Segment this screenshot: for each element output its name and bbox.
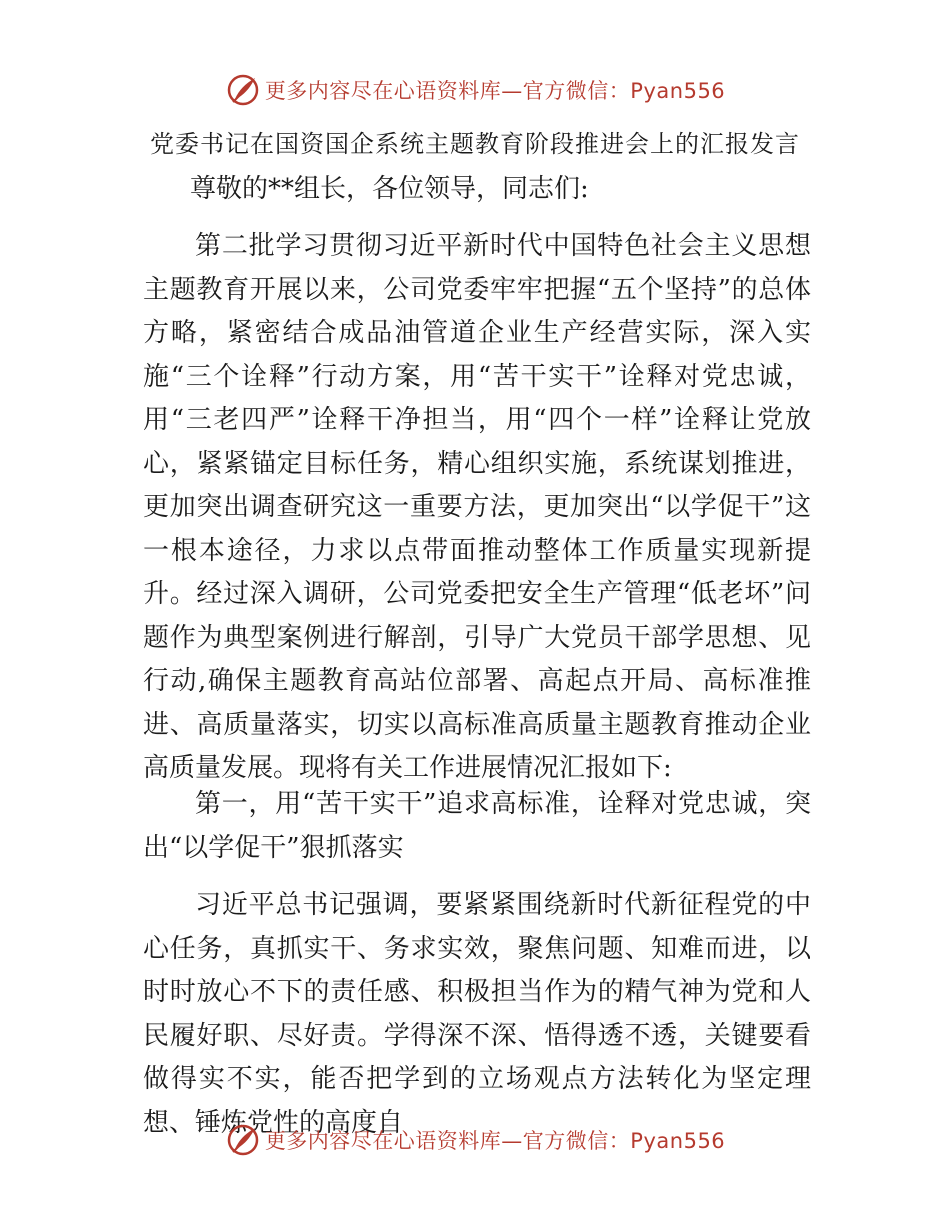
watermark-text: 更多内容尽在心语资料库—官方微信：Pyan556 xyxy=(264,79,726,103)
watermark-text: 更多内容尽在心语资料库—官方微信：Pyan556 xyxy=(264,1129,726,1153)
document-title: 党委书记在国资国企系统主题教育阶段推进会上的汇报发言 xyxy=(150,130,800,158)
section-heading-1: 第一，用“苦干实干”追求高标准，诠释对党忠诚，突出“以学促干”狠抓落实 xyxy=(143,789,811,863)
salutation: 尊敬的**组长，各位领导，同志们: xyxy=(190,174,589,204)
quill-logo-icon xyxy=(225,72,261,108)
quill-logo-icon xyxy=(225,1122,261,1158)
watermark-banner-bottom xyxy=(0,1122,950,1158)
paragraph-intro: 第二批学习贯彻习近平新时代中国特色社会主义思想主题教育开展以来，公司党委牢牢把握“五个坚持”的总体方略，紧密结合成品油管道企业生产经营实际，深入实施“三个诠释”行动方案，用“苦干实干”诠释对党忠诚，用“三老四严”诠释干净担当，用“四个一样”诠释让党放心，紧紧锚定目标任务，精心组织实施，系统谋划推进，更加突出调查研究这一重要方法，更加突出“以学促干”这一根本途径，力求以点带面推动整体工作质量实现新提升。经过深入调研，公司党委把安全生产管理“低老坏”问题作为典型案例进行解剖，引导广大党员干部学思想、见行动,确保主题教育高站位部署、高起点开局、高标准推进、高质量落实，切实以高标准高质量主题教育推动企业高质量发展。现将有关工作进展情况汇报如下: xyxy=(143,231,811,783)
watermark-banner-top xyxy=(0,72,950,108)
paragraph-section-1: 习近平总书记强调，要紧紧围绕新时代新征程党的中心任务，真抓实干、务求实效，聚焦问题、知难而进，以时时放心不下的责任感、积极担当作为的精气神为党和人民履好职、尽好责。学得深不深、悟得透不透，关键要看做得实不实，能否把学到的立场观点方法转化为坚定理想、锤炼党性的高度自 xyxy=(143,890,811,1138)
